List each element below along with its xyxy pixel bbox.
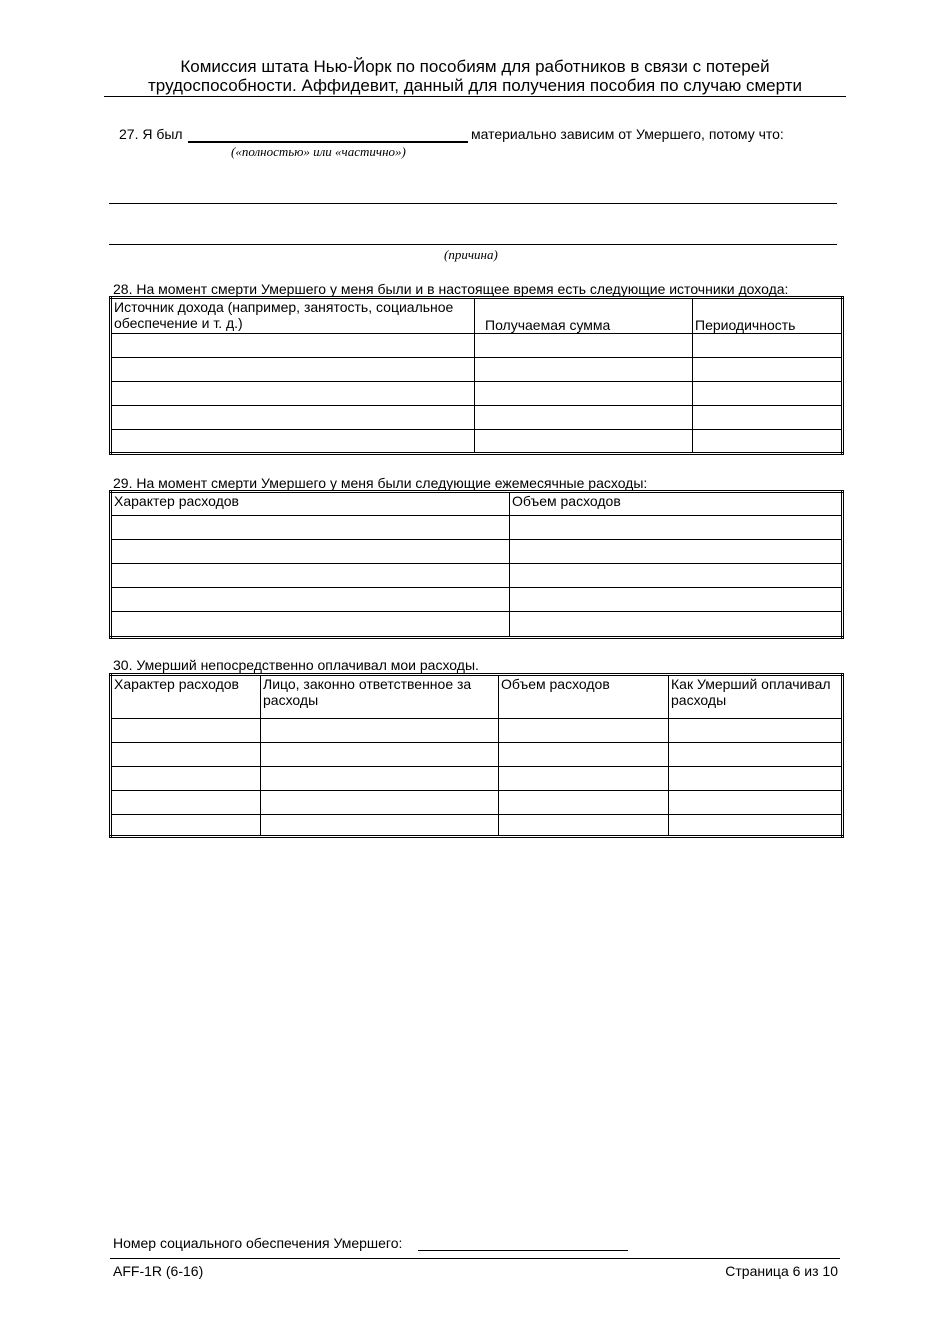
page-header [104, 57, 846, 95]
table-cell[interactable] [261, 791, 499, 815]
q27-hint: («полностью» или «частично») [231, 144, 406, 159]
table-cell[interactable] [499, 791, 669, 815]
table-cell[interactable] [499, 767, 669, 791]
q29-label: 29. На момент смерти Умершего у меня были следующие ежемесячные расходы: [113, 475, 648, 491]
table-cell[interactable] [111, 358, 475, 382]
table-cell[interactable] [111, 791, 261, 815]
table-cell[interactable] [111, 334, 475, 358]
table-cell[interactable] [693, 430, 843, 454]
table-row [111, 719, 843, 743]
table-row [111, 406, 843, 430]
table-row [111, 564, 843, 588]
table-cell[interactable] [669, 815, 843, 837]
q28-label: 28. На момент смерти Умершего у меня были и в настоящее время есть следующие источники дохода: [113, 281, 789, 297]
table-cell[interactable] [475, 334, 693, 358]
footer-ssn-field[interactable] [418, 1250, 628, 1251]
q30-paid-expenses-table [109, 673, 844, 838]
q30-col-amount: Объем расходов [499, 675, 669, 719]
table-cell[interactable] [499, 815, 669, 837]
q27-reason-line-1[interactable] [109, 203, 837, 204]
table-cell[interactable] [261, 719, 499, 743]
table-cell[interactable] [499, 719, 669, 743]
table-cell[interactable] [693, 334, 843, 358]
footer-form-code: AFF-1R (6-16) [113, 1263, 204, 1279]
table-cell[interactable] [111, 564, 510, 588]
q30-col-nature: Характер расходов [111, 675, 261, 719]
table-row [111, 743, 843, 767]
q29-col-amount: Объем расходов [510, 492, 843, 516]
q28-col-source: Источник дохода (например, занятость, социальное обеспечение и т. д.) [111, 298, 475, 334]
footer-divider [110, 1258, 840, 1259]
footer-page-number: Страница 6 из 10 [725, 1263, 838, 1279]
q27-dependency-field[interactable] [188, 141, 468, 143]
table-row [111, 516, 843, 540]
table-cell[interactable] [261, 767, 499, 791]
table-cell[interactable] [475, 358, 693, 382]
q28-col-frequency: Периодичность [693, 298, 843, 334]
table-cell[interactable] [669, 743, 843, 767]
table-cell[interactable] [499, 743, 669, 767]
table-cell[interactable] [111, 516, 510, 540]
table-cell[interactable] [261, 815, 499, 837]
table-cell[interactable] [669, 791, 843, 815]
table-row [111, 382, 843, 406]
table-row [111, 767, 843, 791]
table-cell[interactable] [111, 612, 510, 638]
q30-col-responsible: Лицо, законно ответственное за расходы [261, 675, 499, 719]
q27-suffix: материально зависим от Умершего, потому что: [471, 126, 784, 142]
table-cell[interactable] [510, 516, 843, 540]
table-header-row [111, 675, 843, 719]
table-cell[interactable] [111, 540, 510, 564]
table-cell[interactable] [510, 540, 843, 564]
table-cell[interactable] [111, 719, 261, 743]
q28-col-amount: Получаемая сумма [475, 298, 693, 334]
header-divider [104, 96, 846, 97]
table-cell[interactable] [111, 406, 475, 430]
table-cell[interactable] [510, 588, 843, 612]
table-cell[interactable] [669, 719, 843, 743]
table-cell[interactable] [261, 743, 499, 767]
table-cell[interactable] [111, 815, 261, 837]
table-cell[interactable] [111, 767, 261, 791]
table-header-row [111, 492, 843, 516]
table-cell[interactable] [111, 430, 475, 454]
table-row [111, 612, 843, 638]
table-cell[interactable] [669, 767, 843, 791]
table-row [111, 588, 843, 612]
q29-col-nature: Характер расходов [111, 492, 510, 516]
table-cell[interactable] [475, 430, 693, 454]
header-title-line1: Комиссия штата Нью-Йорк по пособиям для работников в связи с потерей [180, 57, 770, 76]
header-title-line2: трудоспособности. Аффидевит, данный для получения пособия по случаю смерти [148, 76, 802, 95]
table-cell[interactable] [475, 406, 693, 430]
table-cell[interactable] [111, 588, 510, 612]
table-header-row [111, 298, 843, 334]
table-row [111, 815, 843, 837]
table-row [111, 358, 843, 382]
q27-prefix: 27. Я был [119, 126, 183, 142]
table-cell[interactable] [693, 382, 843, 406]
table-row [111, 430, 843, 454]
table-row [111, 540, 843, 564]
footer-ssn-label: Номер социального обеспечения Умершего: [113, 1235, 403, 1251]
q30-col-how-paid: Как Умерший оплачивал расходы [669, 675, 843, 719]
table-cell[interactable] [111, 743, 261, 767]
table-cell[interactable] [475, 382, 693, 406]
q27-reason-line-2[interactable] [109, 244, 837, 245]
q30-label: 30. Умерший непосредственно оплачивал мои расходы. [113, 657, 479, 673]
table-cell[interactable] [693, 406, 843, 430]
q27-reason-caption: (причина) [444, 247, 498, 262]
table-cell[interactable] [510, 564, 843, 588]
table-row [111, 334, 843, 358]
q29-expenses-table [109, 490, 844, 639]
table-cell[interactable] [510, 612, 843, 638]
table-cell[interactable] [111, 382, 475, 406]
q28-income-table [109, 296, 844, 455]
table-row [111, 791, 843, 815]
table-cell[interactable] [693, 358, 843, 382]
